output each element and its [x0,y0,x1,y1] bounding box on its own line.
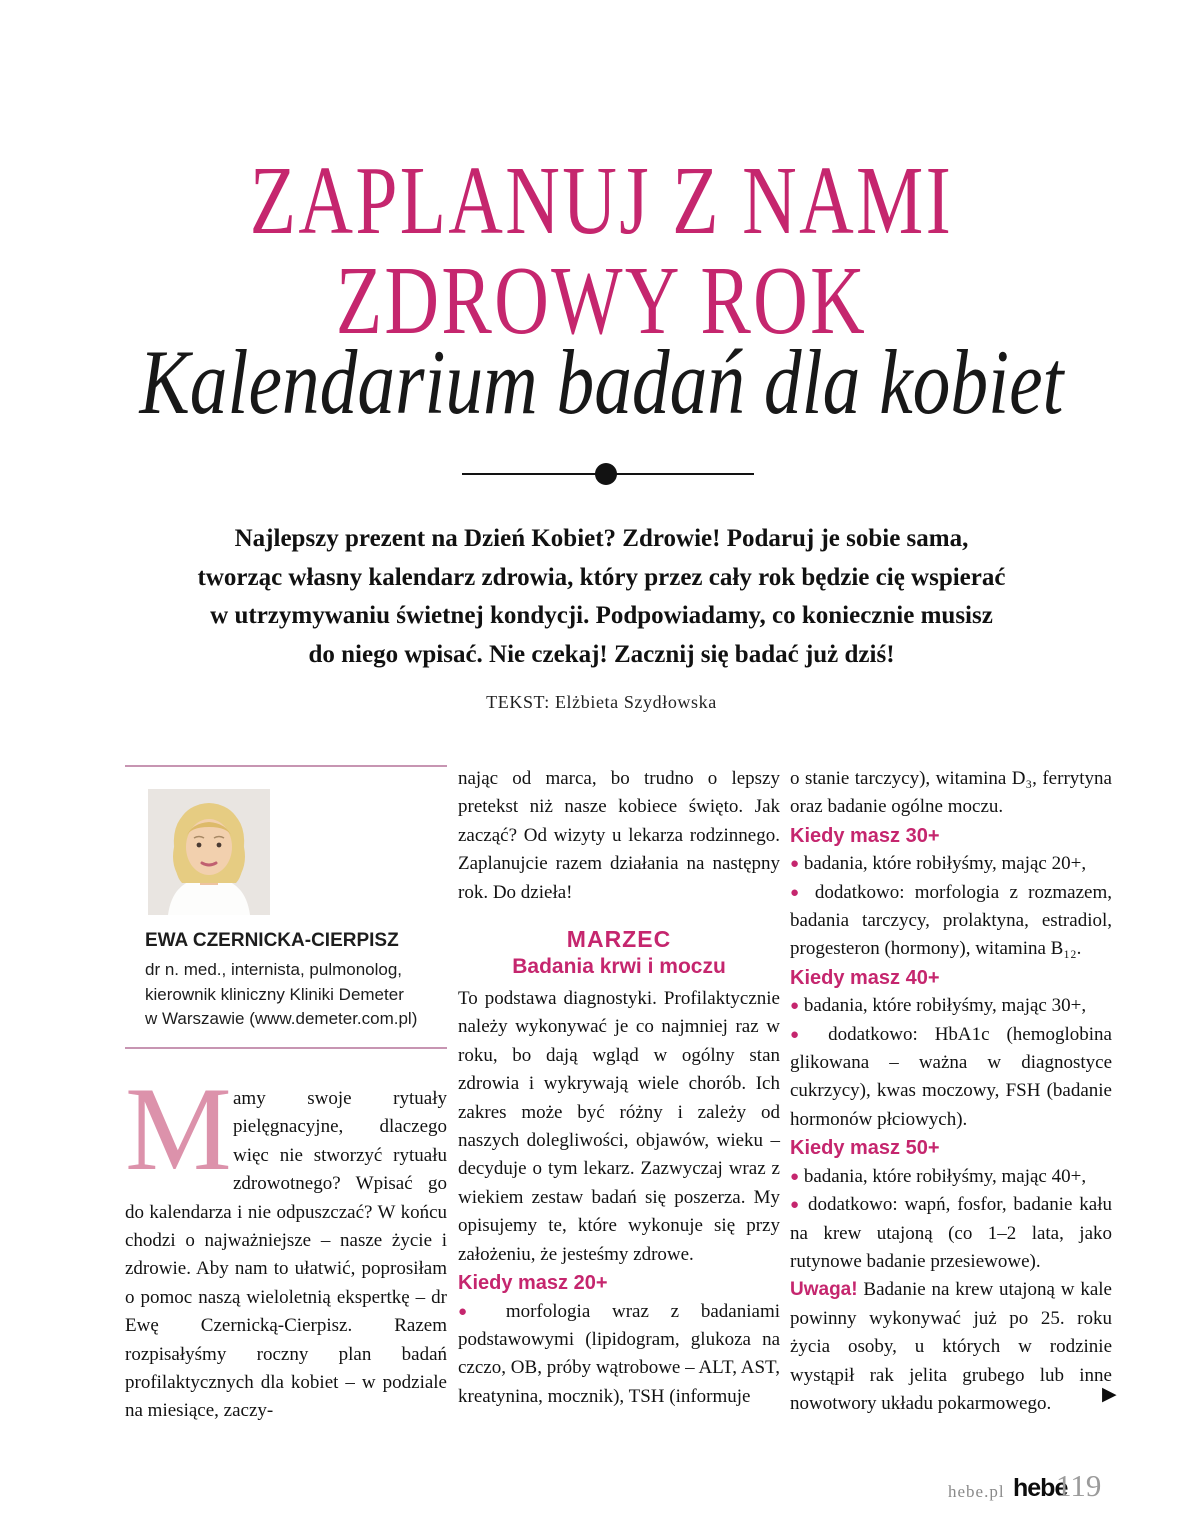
text-line: w utrzymywaniu świetnej kondycji. Podpowiadamy, co koniecznie musisz [210,602,993,629]
text-line: tworząc własny kalendarz zdrowia, który przez cały rok będzie cię wspierać [197,563,1006,591]
text-line: Najlepszy prezent na Dzień Kobiet? Zdrowie! Podaruj je sobie sama, [234,525,969,552]
age-subheading: Kiedy masz 40+ [790,966,940,989]
bullet-icon: ● [790,1026,812,1043]
text-line: kierownik kliniczny Kliniki Demeter [145,984,404,1004]
bullet-icon: ● [790,1197,802,1214]
body-paragraph: nając od marca, bo trudno o lepszy pretekst niż nasze kobiece święto. Jak zacząć? Od wizyty u lekarza rodzinnego. Zaplanujcie razem działania na następny rok. Do dzieła! [458,768,780,903]
bullet-item: ● badania, które robiłyśmy, mając 20+, [790,853,1087,875]
section-heading: MARZEC [566,926,672,953]
dropcap-letter: M [125,1062,232,1195]
page-title-line1: ZAPLANUJ Z NAMI [249,147,954,254]
age-subheading: Kiedy masz 50+ [790,1137,940,1160]
article-continues-arrow-icon: ▶ [1102,1384,1117,1405]
body-paragraph: o stanie tarczycy), witamina D₃, ferrytyna oraz badanie ogólne moczu. [790,768,1112,818]
footer-site-url: hebe.pl [948,1482,1005,1501]
column-right [790,765,1112,1418]
expert-photo [148,789,270,915]
page-title-line2: ZDROWY ROK [335,247,868,354]
divider-dot-icon [595,463,617,485]
body-paragraph: To podstawa diagnostyki. Profilaktycznie należy wykonywać je co najmniej raz w roku, bo dają wgląd w ogólny stan zdrowia i wykrywają wiele chorób. Ich zakres może być różny i zależy od naszych dolegliwości, objawów, wieku – decyduje o tym lekarz. Zazwyczaj wraz z wiekiem zestaw badań się poszerza. My opisujemy te, które wykonuje się przy założeniu, że jesteśmy zdrowe. [458,988,780,1265]
section-heading: Badania krwi i moczu [512,955,726,979]
byline: TEKST: Elżbieta Szydłowska [486,692,717,712]
bullet-icon: ● [790,998,800,1015]
column-middle [458,765,780,1411]
intro-paragraph [0,520,1203,674]
bullet-icon: ● [790,884,805,901]
expert-box-top-rule [125,765,447,767]
warning-note: Uwaga! Badanie na krew utajoną w kale powinny wykonywać już po 25. roku życia osoby, u których w rodzinie wystąpił rak jelita grubego lub inne nowotwory układu pokarmowego. [790,1279,1112,1414]
bullet-item: ● dodatkowo: wapń, fosfor, badanie kału na krew utajoną (co 1–2 lata, jako rutynowe badanie przesiewowe). [790,1194,1113,1272]
lead-paragraph [125,1062,447,1426]
bullet-icon: ● [790,1168,800,1185]
age-subheading: Kiedy masz 30+ [790,824,940,847]
bullet-icon: ● [458,1303,485,1320]
warning-label: Uwaga! [790,1279,858,1301]
expert-credentials [145,958,445,1032]
hebe-logo: hebe [1013,1474,1068,1502]
bullet-item: ● badania, które robiłyśmy, mając 40+, [790,1165,1087,1187]
expert-box-bottom-rule [125,1047,447,1049]
bullet-icon: ● [790,856,800,873]
bullet-item: ● dodatkowo: morfologia z rozmazem, badania tarczycy, prolaktyna, estradiol, progesteron (hormony), witamina B₁₂. [790,881,1112,960]
text-line: do niego wpisać. Nie czekaj! Zacznij się badać już dziś! [308,640,895,668]
page-number: 119 [1056,1468,1102,1503]
bullet-item: ● dodatkowo: HbA1c (hemoglobina glikowana – ważna w diagnostyce cukrzycy), kwas moczowy, FSH (badanie hormonów płciowych). [790,1023,1112,1130]
lead-paragraph-text: amy swoje rytuały pielęgnacyjne, dlaczego więc nie stworzyć rytuału zdrowotnego? Wpisać go do kalendarza i nie odpuszczać? W końcu chodzi o najważniejsze – nasze życie i zdrowie. Aby nam to ułatwić, poprosiłam o pomoc naszą wieloletnią ekspertkę – dr Ewę Czernicką-Cierpisz. Razem rozpisałyśmy roczny plan badań profilaktycznych dla kobiet – w podziale na miesiące, zaczy- [125,1088,447,1422]
column-left [125,1062,447,1426]
expert-name: EWA CZERNICKA-CIERPISZ [145,930,399,951]
page-subtitle: Kalendarium badań dla kobiet [139,331,1064,433]
bullet-item: ● morfologia wraz z badaniami podstawowymi (lipidogram, glukoza na czczo, OB, próby wątrobowe – ALT, AST, kreatynina, mocznik), TSH (informuje [458,1300,780,1407]
age-subheading: Kiedy masz 20+ [458,1272,608,1295]
text-line: dr n. med., internista, pulmonolog, [145,960,403,979]
bullet-item: ● badania, które robiłyśmy, mając 30+, [790,995,1087,1017]
text-line: w Warszawie (www.demeter.com.pl) [145,1009,418,1028]
